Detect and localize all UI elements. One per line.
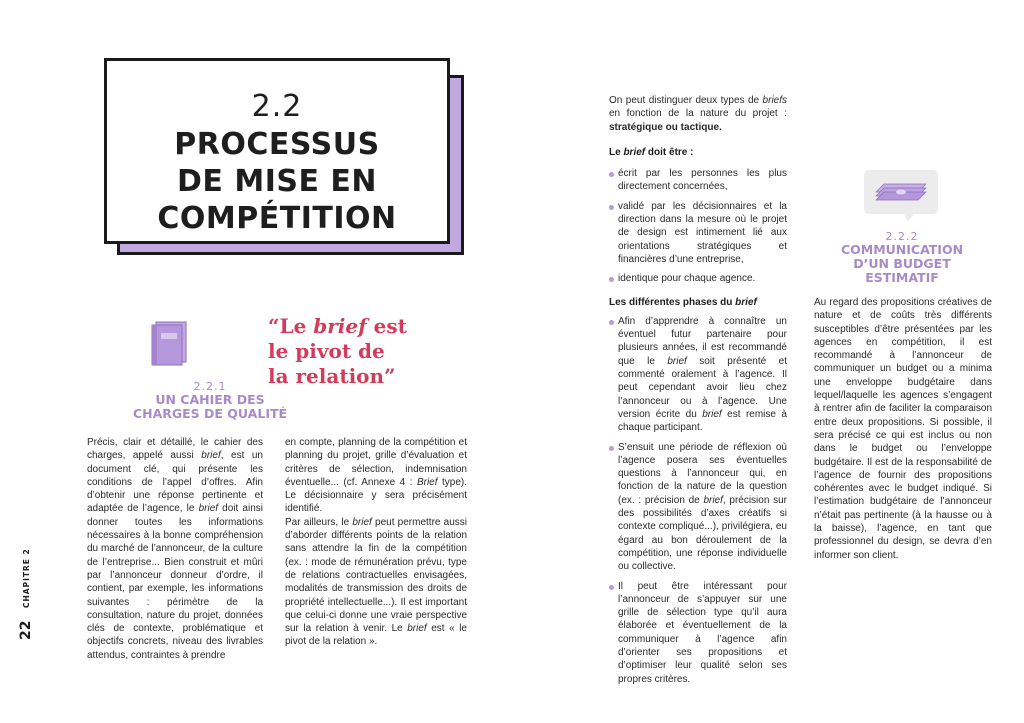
section-221-column-2 [285, 436, 467, 649]
list-item: Il peut être intéressant pour l’annonceur de s’appuyer sur une grille de sélection type qu’il aura élaborée et éventuellement de la communiquer à l’agence afin d’orienter ses propositions et d’optimiser leur qualité selon ses propres critères. [609, 580, 787, 686]
phase-1-italic: brief [667, 355, 687, 367]
section-222-title-line-1: COMMUNICATION [840, 242, 964, 257]
quote-line-3: la relation” [268, 364, 396, 388]
phase-2-text: S’ensuit une période de réflexion où l’agence posera ses éventuelles questions à l’annonceur qui, en fonction de la nature de la question (ex. : précision de [618, 441, 787, 506]
subhead-1-italic: brief [623, 146, 646, 158]
col2-p1-text-end: type). Le décisionnaire y sera précisément identifié. [285, 476, 467, 515]
quote-rest: est [366, 314, 407, 338]
section-222-title [812, 243, 992, 285]
list-item [609, 315, 787, 435]
phase-1-italic-2: brief [702, 408, 722, 420]
col1-italic-2: brief [198, 503, 219, 515]
page-title [107, 126, 447, 237]
intro-italic: briefs [762, 95, 787, 106]
col2-p2-text-end: est « le pivot de la relation ». [285, 623, 467, 648]
col2-p2-italic-2: brief [407, 623, 427, 635]
title-line-3: COMPÉTITION [157, 201, 397, 236]
page-number: 22 [18, 620, 34, 640]
quote-open: “Le [268, 314, 314, 338]
phase-2-italic: brief [703, 494, 723, 506]
phase-1-text-3: est remise à chaque participant. [618, 408, 787, 434]
list-item [609, 441, 787, 574]
col1-text-3: doit ainsi donner toutes les informations nécessaires à la bonne compréhension du marché de l’annonceur, de la culture de l’entreprise... Bien construit et mûri par l’annonceur donneur d’ordre, il contient, par exemple, les informations suivantes : périmètre de la consultation, nature du projet, données clés de contexte, problématique et objectifs concrets, niveau des livrables attendus, contraintes à prendre [87, 503, 263, 661]
subhead-2-italic: brief [735, 296, 757, 308]
subhead-1-text: Le [609, 146, 624, 158]
brief-types-column [609, 94, 787, 692]
phase-1-text: Afin d’apprendre à connaître un éventuel futur partenaire pour plusieurs années, il est recommandé que le [618, 315, 787, 367]
section-221-title-line-1: UN CAHIER DES [155, 392, 265, 407]
quote-line-2: le pivot de [268, 339, 385, 363]
col2-p1-italic: Brief [416, 476, 438, 488]
section-222-body: Au regard des propositions créatives de nature et de coûts très différents susceptibles d’être présentées par les agences en compétition, il est recommandé à l’annonceur de communiquer un budget ou a minima une enveloppe budgétaire dans lequel/laquelle les agences s’engagent à rentrer afin de faciliter la comparaison entre deux propositions. Si possible, il sera précisé ce qui est inclus ou non dans le budget ou l’enveloppe budgétaire. Il est de la responsabilité de l’agence de fournir des propositions cohérentes avec le budget indiqué. Si l’estimation budgétaire de l’annonceur n’était pas pertinente (à la hausse ou à la baisse), l’agence, en tant que professionnel du design, se devra d’en informer son client. [814, 297, 992, 561]
subhead-1-text-2: doit être : [645, 146, 694, 158]
intro-text-2: en fonction de la nature du projet : [609, 108, 787, 120]
money-icon [862, 168, 940, 224]
section-221-number: 2.2.1 [193, 380, 227, 393]
col2-p1-text: en compte, planning de la compétition et planning du projet, grille d’évaluation et critères de sélection, indemnisation éventuelle... (cf. Annexe 4 : [285, 437, 467, 488]
subhead-2-text: Les différentes phases du [609, 296, 736, 308]
phase-1-text-2: soit présenté et commenté oralement à l’agence. Il peut cependant avoir lieu chez l’annonceur ou à l’agence. Une version écrite du [618, 355, 787, 420]
intro-text: On peut distinguer deux types de [609, 95, 763, 106]
quote-italic: brief [313, 314, 367, 338]
book-icon [150, 320, 188, 366]
section-222-heading [812, 230, 992, 285]
col2-p2-italic: brief [352, 516, 372, 528]
phase-2-text-2: , précision sur des possibilités d’axes créatifs si contexte compliqué...), privilégiera, eu égard au bon déroulement de la compétition, une réponse individuelle ou collective. [618, 494, 787, 573]
list-item: identique pour chaque agence. [609, 272, 787, 285]
col2-p2-text: Par ailleurs, le [285, 516, 353, 528]
brief-requirements-list [609, 167, 787, 285]
intro-bold: stratégique ou tactique. [609, 121, 722, 133]
col1-text-1: Précis, clair et détaillé, le cahier des charges, appelé aussi [87, 437, 263, 462]
chapter-label: CHAPITRE 2 [22, 548, 31, 608]
brief-phases-list [609, 315, 787, 686]
section-222-title-line-2: D’UN BUDGET [853, 256, 951, 271]
section-221-title-line-2: CHARGES DE QUALITÉ [132, 406, 288, 421]
col2-p2-text-mid: peut permettre aussi d’aborder différents points de la relation sans attendre la fin de la compétition (ex. : mode de rémunération prévu, type de relations contractuelles envisagées, modalités de transmission des droits de propriété intellectuelle...). Il est important que celui-ci donne une vraie perspective sur la relation à venir. Le [285, 516, 467, 635]
list-item: validé par les décisionnaires et la direction dans la mesure où le projet de design est intimement lié aux orientations stratégiques et financières d’une entreprise, [609, 200, 787, 266]
section-number: 2.2 [251, 89, 303, 124]
list-item: écrit par les personnes les plus directement concernées, [609, 167, 787, 194]
section-222-title-line-3: ESTIMATIF [865, 270, 939, 285]
title-line-2: DE MISE EN [177, 164, 377, 199]
section-221-title [120, 393, 300, 421]
title-box [104, 58, 450, 244]
col1-italic-1: brief [201, 450, 221, 462]
pull-quote [268, 314, 428, 389]
title-line-1: PROCESSUS [174, 127, 380, 162]
section-222-number: 2.2.2 [885, 230, 919, 243]
section-221-column-1 [87, 436, 263, 662]
col1-text-2: , est un document clé, qui présente les conditions de l’appel d’offres. Afin d’obtenir une réponse pertinente et adaptée de l’agence, le [87, 450, 263, 515]
